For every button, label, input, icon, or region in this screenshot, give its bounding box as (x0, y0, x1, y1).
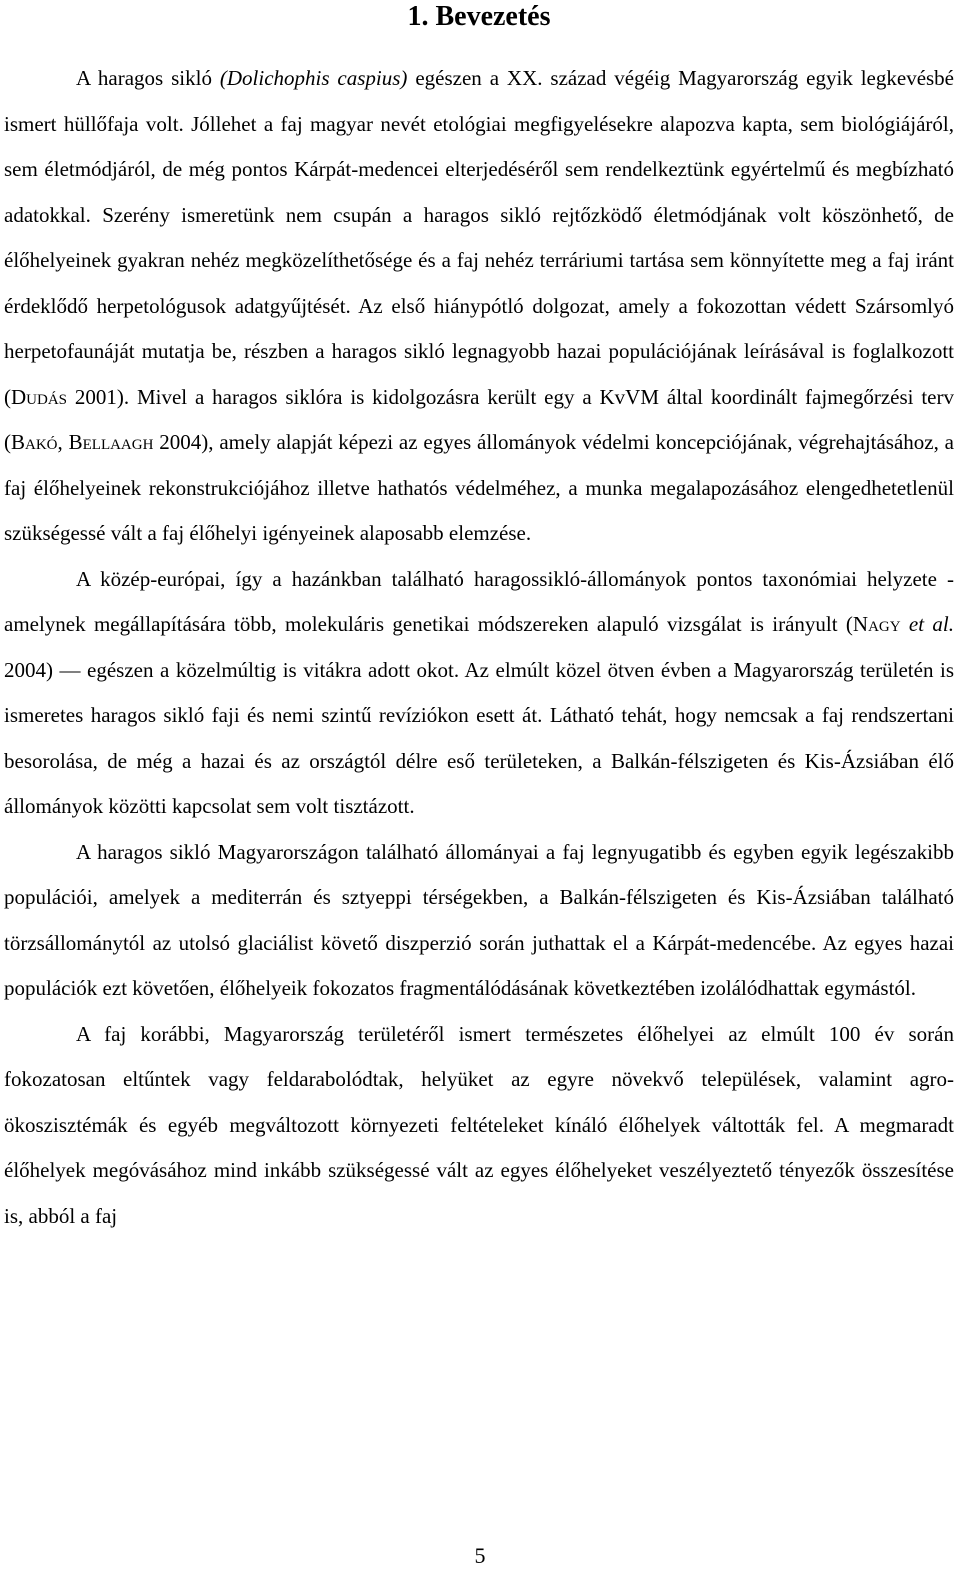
page-number: 5 (474, 1543, 486, 1568)
text-run (901, 612, 909, 636)
text-run: A haragos sikló (76, 66, 220, 90)
text-run: Bellaagh (68, 430, 154, 454)
text-run: , (57, 430, 69, 454)
paragraph-3 (4, 830, 954, 1012)
text-run: A faj korábbi, Magyarország területéről ismert természetes élőhelyei az elmúlt 100 év során fokozatosan eltűntek vagy feldarabolódtak, helyüket az egyre növekvő települések, valamint agro-ökoszisztémák és egyéb megváltozott környezeti feltételeket kínáló élőhelyek váltották fel. A megmaradt élőhelyek megóvásához mind inkább szükségessé vált az egyes élőhelyeket veszélyeztető tényezők összesítése is, abból a faj (4, 1021, 954, 1228)
section-heading: 1. Bevezetés (407, 1, 551, 32)
text-run: (Dolichophis caspius) (219, 66, 408, 90)
text-run: et al. (908, 612, 954, 636)
paragraph-2 (4, 557, 954, 830)
paragraph-1 (4, 56, 954, 557)
text-run: egészen a XX. század végéig Magyarország egyik legkevésbé ismert hüllőfaja volt. Jóllehet a faj magyar nevét etológiai megfigyelésekre alapozva kapta, sem biológiájáról, sem életmódjáról, de még pontos Kárpát-medencei elterjedéséről sem rendelkeztünk egyértelmű és megbízható adatokkal. Szerény ismeretünk nem csupán a haragos sikló rejtőzködő életmódjának volt köszönhető, de élőhelyeinek gyakran nehéz megközelíthetősége és a faj nehéz terráriumi tartása sem könnyítette meg a faj iránt érdeklődő herpetológusok adatgyűjtését. Az első hiánypótló dolgozat, amely a fokozottan védett Szársomlyó herpetofaunáját mutatja be, részben a haragos sikló legnagyobb hazai populációjának leírásával is foglalkozott ( (4, 66, 955, 409)
text-run: A közép-európai, így a hazánkban található haragossikló-állományok pontos taxonómiai helyzete - amelynek megállapítására több, molekuláris genetikai módszereken alapuló vizsgálat is irányult ( (4, 566, 954, 636)
text-run: 2004) — egészen a közelmúltig is vitákra adott okot. Az elmúlt közel ötven évben a Magyarország területén is ismeretes haragos sikló faji és nemi szintű revíziókon esett át. Látható tehát, hogy nemcsak a faj rendszertani besorolása, de még a hazai és az országtól délre eső területeken, a Balkán-félszigeten és Kis-Ázsiában élő állományok közötti kapcsolat sem volt tisztázott. (4, 657, 954, 818)
text-run: Dudás (11, 384, 68, 409)
paragraph-4 (4, 1012, 954, 1240)
text-run: Nagy (852, 612, 901, 636)
text-run: 2001). Mivel a haragos siklóra is kidolgozásra került egy a KvVM által koordinált fajmegőrzési terv ( (4, 384, 954, 454)
text-run: 2004), amely alapját képezi az egyes állományok védelmi koncepciójának, végrehajtásához, a faj élőhelyeinek rekonstrukciójához illetve hathatós védelméhez, a munka megalapozásához elengedhetetlenül szükségessé vált a faj élőhelyi igényeinek alaposabb elemzése. (4, 430, 955, 545)
text-run: A haragos sikló Magyarországon található állományai a faj legnyugatibb és egyben egyik legészakibb populációi, amelyek a mediterrán és sztyeppi térségekben, a Balkán-félszigeten és Kis-Ázsiában található törzsállománytól az utolsó glaciálist követő diszperzió során juthattak el a Kárpát-medencébe. Az egyes hazai populációk ezt követően, élőhelyeik fokozatos fragmentálódásának következtében izolálódhattak egymástól. (4, 839, 954, 1000)
text-run: Bakó (11, 430, 58, 454)
body-text (4, 56, 954, 1239)
